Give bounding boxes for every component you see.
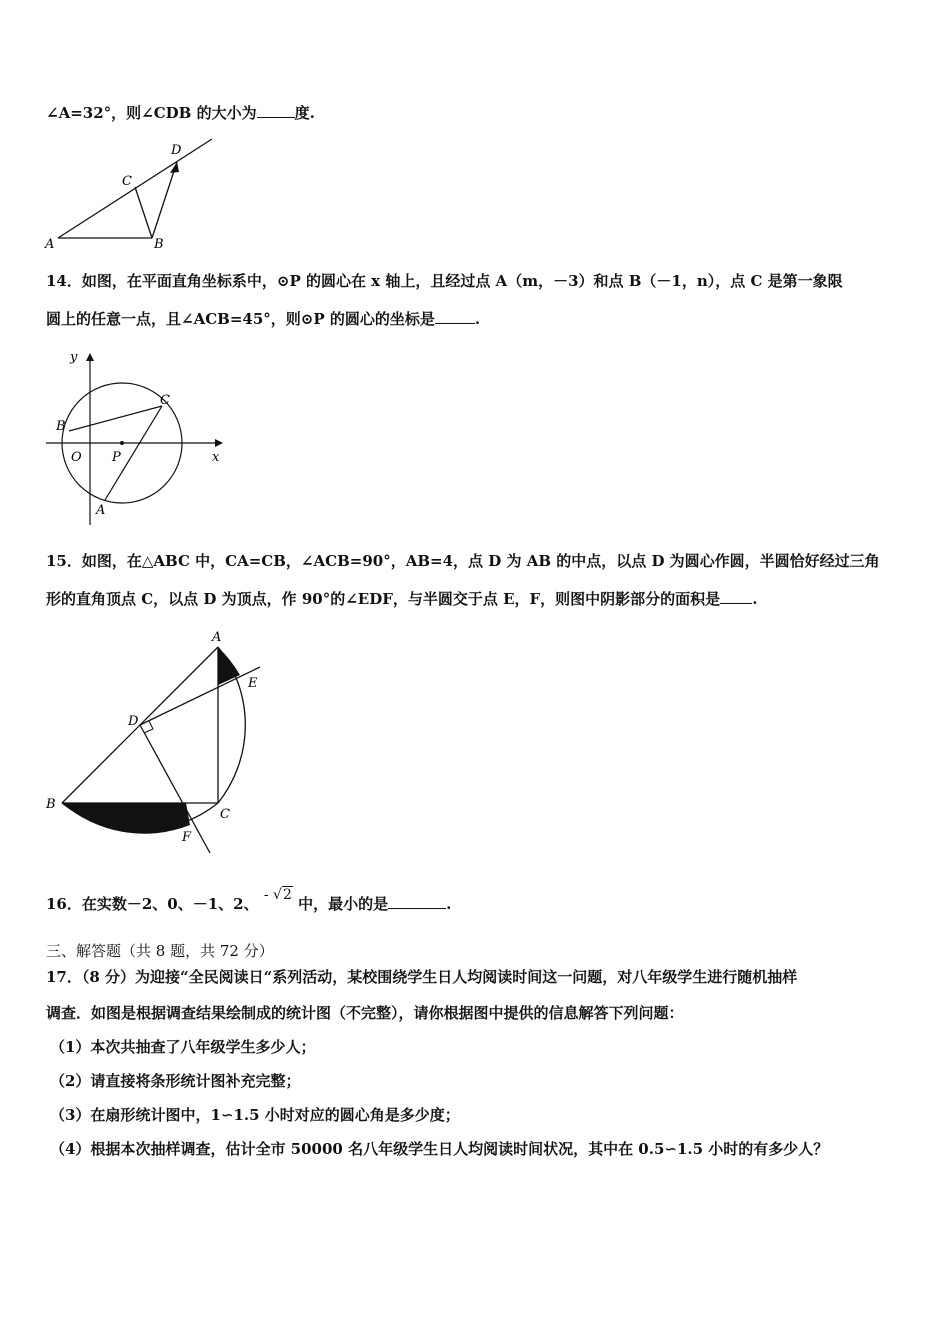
q16-text-after: 中，最小的是	[298, 895, 389, 913]
q13-answer-blank	[257, 103, 295, 118]
section3-heading: 三、解答题（共 8 题，共 72 分）	[46, 942, 274, 960]
q15-label-c: C	[220, 807, 230, 822]
q16-radical-sign: √	[273, 887, 282, 903]
q15-label-e: E	[248, 676, 258, 691]
q15-label-a: A	[212, 630, 222, 645]
q14-answer-blank	[435, 309, 475, 324]
q15-line1: 15．如图，在△ABC 中，CA=CB，∠ACB=90°，AB=4，点 D 为 AB 的中点，以点 D 为圆心作圆，半圆恰好经过三角	[46, 552, 880, 570]
q14-center-p	[120, 441, 124, 445]
q14-line2	[46, 308, 480, 329]
q14-line2-before: 圆上的任意一点，且∠ACB=45°，则⊙P 的圆心的坐标是	[46, 310, 435, 328]
q14-line2-after: .	[474, 310, 481, 328]
q14-label-p: P	[112, 450, 121, 465]
q14-label-c: C	[160, 393, 170, 408]
q15-figure	[40, 625, 270, 860]
q14-segment-bc	[69, 406, 162, 431]
q14-label-o: O	[71, 450, 82, 465]
q15-label-f: F	[182, 830, 192, 845]
q14-label-a: A	[96, 503, 106, 518]
q17-line1: 17．（8 分）为迎接“全民阅读日“系列活动，某校围绕学生日人均阅读时间这一问题，对八年级学生进行随机抽样	[46, 968, 798, 986]
q14-label-y: y	[70, 350, 78, 365]
q13-segment-bd	[152, 162, 177, 238]
q13-figure	[40, 135, 220, 255]
q16-minus-sign: -	[263, 887, 269, 903]
q13-label-b: B	[154, 237, 164, 252]
q13-text-before: ∠A=32°，则∠CDB 的大小为	[46, 104, 257, 122]
q17-item-1: （1）本次共抽查了八年级学生多少人；	[50, 1038, 316, 1056]
q16-end: .	[446, 895, 452, 913]
q16-text	[46, 887, 452, 914]
q13-text	[46, 102, 315, 123]
q16-text-before: 16．在实数－2、0、－1、2、	[46, 895, 259, 913]
q16-answer-blank	[388, 894, 446, 909]
q14-x-axis-arrow	[215, 439, 223, 447]
q13-segment-cb	[135, 187, 152, 238]
q13-label-a: A	[45, 237, 55, 252]
q14-y-axis-arrow	[86, 353, 94, 361]
q17-item-2: （2）请直接将条形统计图补充完整；	[50, 1072, 301, 1090]
q15-line2-before: 形的直角顶点 C，以点 D 为顶点，作 90°的∠EDF，与半圆交于点 E，F，则图中阴影部分的面积是	[46, 590, 721, 608]
q15-label-b: B	[46, 797, 56, 812]
q15-label-d: D	[128, 714, 139, 729]
q16-radicand: 2	[282, 887, 292, 903]
q15-line2-after: .	[752, 590, 758, 608]
q17-line2: 调查．如图是根据调查结果绘制成的统计图（不完整），请你根据图中提供的信息解答下列问题：	[46, 1004, 684, 1022]
q13-text-after: 度.	[294, 104, 315, 122]
q17-item-3: （3）在扇形统计图中，1∽1.5 小时对应的圆心角是多少度；	[50, 1106, 460, 1124]
q14-figure	[42, 343, 232, 528]
q15-ray-df	[140, 725, 210, 853]
q14-line1: 14．如图，在平面直角坐标系中，⊙P 的圆心在 x 轴上，且经过点 A（m，－3）和点 B（－1，n），点 C 是第一象限	[46, 272, 843, 290]
q13-label-c: C	[122, 174, 132, 189]
q15-line2	[46, 588, 757, 609]
q14-label-b: B	[56, 419, 66, 434]
q16-negative-root-two	[264, 887, 293, 903]
q13-label-d: D	[171, 143, 182, 158]
q14-label-x: x	[212, 450, 220, 465]
q17-item-4: （4）根据本次抽样调查，估计全市 50000 名八年级学生日人均阅读时间状况，其中在 0.5∽1.5 小时的有多少人？	[50, 1140, 829, 1158]
q15-answer-blank	[720, 589, 752, 604]
